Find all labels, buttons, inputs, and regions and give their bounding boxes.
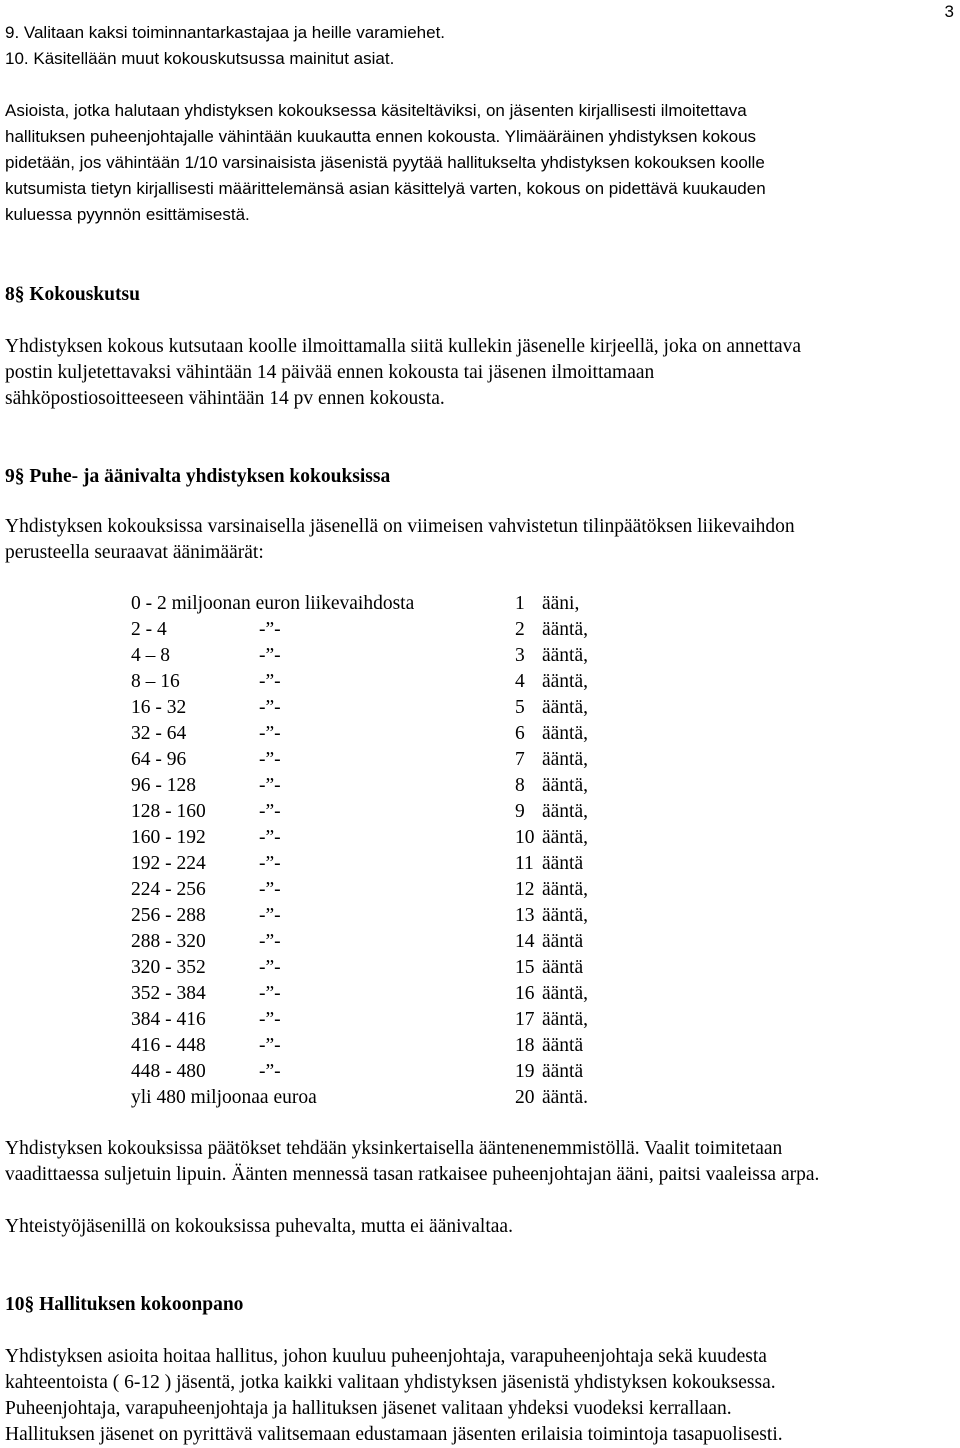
section-10-paragraph (5, 1344, 955, 1448)
vote-word: ääntä, (542, 749, 589, 770)
revenue-range: 448 - 480 (131, 1061, 206, 1082)
vote-word: ääntä, (542, 619, 589, 640)
revenue-range: 64 - 96 (131, 749, 187, 770)
ditto-mark: -”- (259, 801, 281, 822)
vote-word: ääntä, (542, 1009, 589, 1030)
vote-count: 20 (515, 1087, 535, 1108)
revenue-range: 0 - 2 miljoonan euron liikevaihdosta (131, 593, 415, 614)
revenue-range: 128 - 160 (131, 801, 206, 822)
revenue-range: 16 - 32 (131, 697, 187, 718)
vote-word: ääntä, (542, 827, 589, 848)
vote-count: 12 (515, 879, 535, 900)
text-line: vaadittaessa suljetuin lipuin. Äänten mennessä tasan ratkaisee puheenjohtajan ääni, paitsi vaaleissa arpa. (5, 1164, 820, 1185)
vote-count: 14 (515, 931, 535, 952)
text-line: kahteentoista ( 6-12 ) jäsentä, jotka kaikki valitaan yhdistyksen jäsenistä yhdistyksen kokouksessa. (5, 1372, 776, 1393)
vote-word: ääntä (542, 957, 584, 978)
section-9-intro (5, 514, 955, 566)
vote-word: ääntä, (542, 697, 589, 718)
ditto-mark: -”- (259, 957, 281, 978)
text-line: Yhdistyksen kokouksissa päätökset tehdään yksinkertaisella ääntenenemmistöllä. Vaalit toimitetaan (5, 1138, 783, 1159)
text-line: Yhdistyksen kokouksissa varsinaisella jäsenellä on viimeisen vahvistetun tilinpäätöksen liikevaihdon (5, 516, 795, 537)
vote-word: ääntä. (542, 1087, 589, 1108)
agenda-list-continued (5, 20, 955, 72)
text-line: kuluessa pyynnön esittämisestä. (5, 205, 250, 224)
ditto-mark: -”- (259, 775, 281, 796)
vote-word: ääntä, (542, 801, 589, 822)
section-10-heading: 10§ Hallituksen kokoonpano (5, 1294, 244, 1315)
vote-word: ääntä (542, 853, 584, 874)
vote-count: 16 (515, 983, 535, 1004)
text-line: perusteella seuraavat äänimäärät: (5, 542, 264, 563)
revenue-range: 4 – 8 (131, 645, 170, 666)
agenda-item: 9. Valitaan kaksi toiminnantarkastajaa ja heille varamiehet. (5, 23, 446, 42)
section-9-heading: 9§ Puhe- ja äänivalta yhdistyksen kokouksissa (5, 466, 391, 487)
revenue-range: 160 - 192 (131, 827, 206, 848)
revenue-range: 32 - 64 (131, 723, 187, 744)
vote-count: 7 (515, 749, 525, 770)
vote-count: 9 (515, 801, 525, 822)
revenue-range: 352 - 384 (131, 983, 206, 1004)
vote-count: 13 (515, 905, 535, 926)
vote-count: 6 (515, 723, 525, 744)
paragraph-agenda-requests (5, 98, 955, 228)
vote-word: ääntä (542, 931, 584, 952)
ditto-mark: -”- (259, 827, 281, 848)
text-line: hallituksen puheenjohtajalle vähintään kuukautta ennen kokousta. Ylimääräinen yhdistyksen kokous (5, 127, 757, 146)
vote-word: ääntä, (542, 775, 589, 796)
text-line: pidetään, jos vähintään 1/10 varsinaisista jäsenistä pyytää hallitukselta yhdistyksen kokouksen koolle (5, 153, 765, 172)
vote-count: 2 (515, 619, 525, 640)
ditto-mark: -”- (259, 853, 281, 874)
revenue-range: 192 - 224 (131, 853, 206, 874)
revenue-range: 224 - 256 (131, 879, 206, 900)
ditto-mark: -”- (259, 749, 281, 770)
section-8-paragraph (5, 334, 955, 412)
text-line: Yhdistyksen asioita hoitaa hallitus, johon kuuluu puheenjohtaja, varapuheenjohtaja sekä kuudesta (5, 1346, 767, 1367)
revenue-range: 320 - 352 (131, 957, 206, 978)
revenue-range: 8 – 16 (131, 671, 180, 692)
revenue-range: 2 - 4 (131, 619, 167, 640)
ditto-mark: -”- (259, 697, 281, 718)
ditto-mark: -”- (259, 1035, 281, 1056)
ditto-mark: -”- (259, 619, 281, 640)
vote-count: 5 (515, 697, 525, 718)
vote-count: 18 (515, 1035, 535, 1056)
revenue-range: yli 480 miljoonaa euroa (131, 1087, 317, 1108)
ditto-mark: -”- (259, 671, 281, 692)
section-8-heading: 8§ Kokouskutsu (5, 284, 140, 305)
ditto-mark: -”- (259, 723, 281, 744)
vote-word: ääntä, (542, 723, 589, 744)
text-line: Yhdistyksen kokous kutsutaan koolle ilmoittamalla siitä kullekin jäsenelle kirjeellä, joka on annettava (5, 336, 802, 357)
vote-count: 15 (515, 957, 535, 978)
text-line: Hallituksen jäsenet on pyrittävä valitsemaan edustamaan jäsenten erilaisia toimintoja tasapuolisesti. (5, 1424, 783, 1445)
section-9-decisions (5, 1136, 955, 1188)
revenue-range: 416 - 448 (131, 1035, 206, 1056)
revenue-range: 384 - 416 (131, 1009, 206, 1030)
agenda-item: 10. Käsitellään muut kokouskutsussa mainitut asiat. (5, 49, 395, 68)
text-line: kutsumista tietyn kirjallisesti määrittelemänsä asian käsittelyä varten, kokous on pidettävä kuukauden (5, 179, 766, 198)
vote-word: ääntä, (542, 879, 589, 900)
text-line: postin kuljetettavaksi vähintään 14 päivää ennen kokousta tai jäsenen ilmoittamaan (5, 362, 655, 383)
vote-count: 17 (515, 1009, 535, 1030)
revenue-range: 288 - 320 (131, 931, 206, 952)
vote-word: ääntä, (542, 905, 589, 926)
ditto-mark: -”- (259, 1061, 281, 1082)
text-line: Puheenjohtaja, varapuheenjohtaja ja hallituksen jäsenet valitaan yhdeksi vuodeksi kerrallaan. (5, 1398, 732, 1419)
revenue-range: 256 - 288 (131, 905, 206, 926)
ditto-mark: -”- (259, 1009, 281, 1030)
vote-count: 3 (515, 645, 525, 666)
vote-word: ääntä (542, 1035, 584, 1056)
vote-count: 8 (515, 775, 525, 796)
page-number: 3 (944, 2, 954, 21)
vote-word: ääntä, (542, 645, 589, 666)
vote-count: 4 (515, 671, 525, 692)
ditto-mark: -”- (259, 645, 281, 666)
vote-word: ääntä (542, 1061, 584, 1082)
ditto-mark: -”- (259, 931, 281, 952)
revenue-range: 96 - 128 (131, 775, 196, 796)
vote-count: 10 (515, 827, 535, 848)
ditto-mark: -”- (259, 905, 281, 926)
text-line: Asioista, jotka halutaan yhdistyksen kokouksessa käsiteltäviksi, on jäsenten kirjallisesti ilmoitettava (5, 101, 747, 120)
vote-word: ääntä, (542, 671, 589, 692)
vote-count: 11 (515, 853, 534, 874)
ditto-mark: -”- (259, 983, 281, 1004)
section-9-affiliates: Yhteistyöjäsenillä on kokouksissa puhevalta, mutta ei äänivaltaa. (5, 1216, 513, 1237)
vote-count: 1 (515, 593, 525, 614)
vote-count: 19 (515, 1061, 535, 1082)
ditto-mark: -”- (259, 879, 281, 900)
text-line: sähköpostiosoitteeseen vähintään 14 pv ennen kokousta. (5, 388, 445, 409)
vote-word: ääntä, (542, 983, 589, 1004)
vote-word: ääni, (542, 593, 580, 614)
